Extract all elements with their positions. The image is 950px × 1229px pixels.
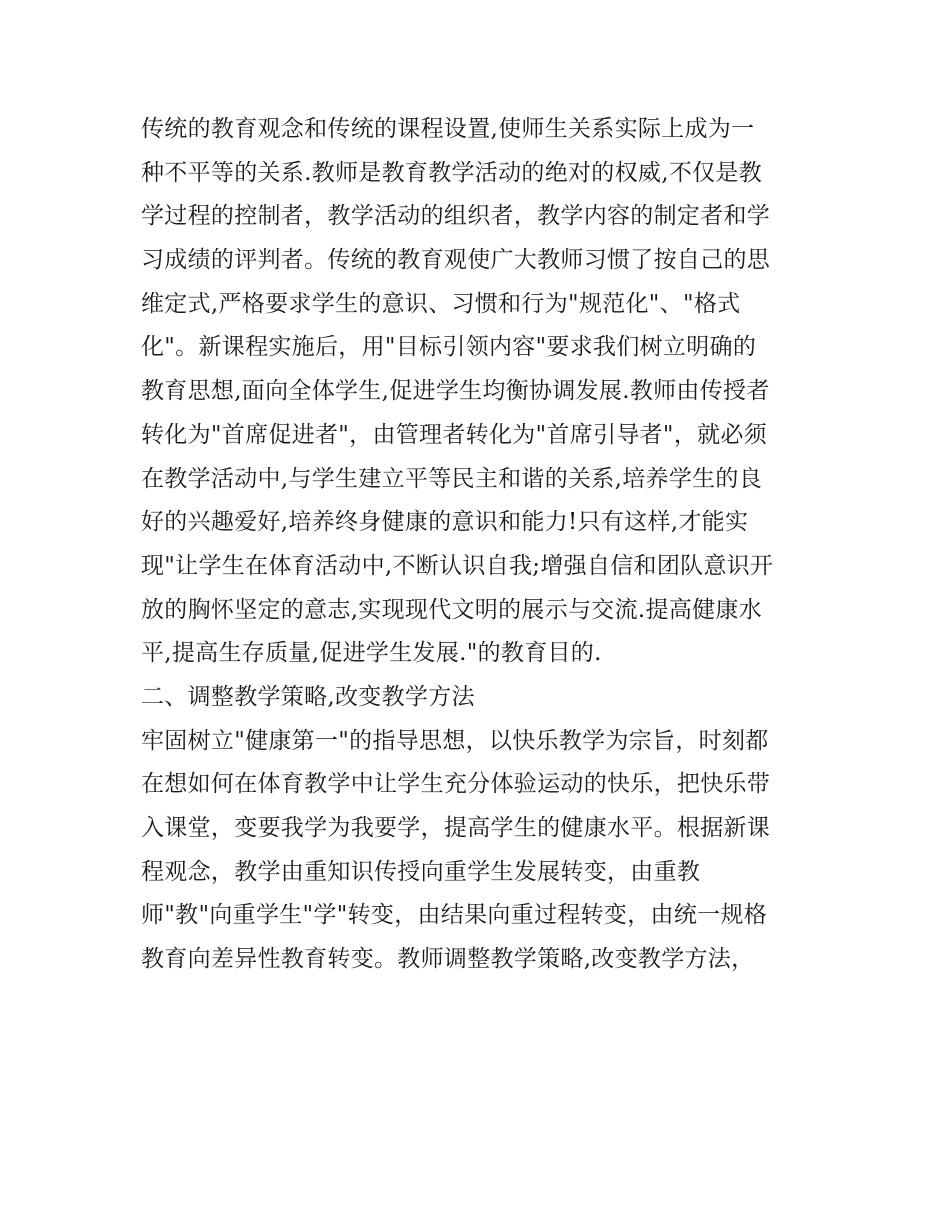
body-text — [141, 108, 821, 982]
text-line: 放的胸怀坚定的意志,实现现代文明的展示与交流.提高健康水 — [141, 596, 763, 623]
text-line: 师"教"向重学生"学"转变，由结果向重过程转变，由统一规格 — [141, 902, 768, 929]
text-line: 学过程的控制者，教学活动的组织者，教学内容的制定者和学 — [141, 203, 771, 230]
text-line: 维定式,严格要求学生的意识、习惯和行为"规范化"、"格式 — [141, 290, 741, 317]
text-line: 在想如何在体育教学中让学生充分体验运动的快乐，把快乐带 — [141, 771, 771, 798]
text-line: 种不平等的关系.教师是教育教学活动的绝对的权威,不仅是教 — [141, 159, 763, 186]
text-line: 牢固树立"健康第一"的指导思想，以快乐教学为宗旨，时刻都 — [141, 727, 769, 754]
text-line: 教育向差异性教育转变。教师调整教学策略,改变教学方法， — [141, 946, 755, 973]
text-line: 传统的教育观念和传统的课程设置,使师生关系实际上成为一 — [141, 116, 755, 142]
text-line: 习成绩的评判者。传统的教育观使广大教师习惯了按自己的思 — [141, 247, 771, 274]
text-line: 现"让学生在体育活动中,不断认识自我;增强自信和团队意识开 — [141, 552, 774, 579]
text-line: 好的兴趣爱好,培养终身健康的意识和能力!只有这样,才能实 — [141, 509, 749, 536]
text-line: 入课堂，变要我学为我要学，提高学生的健康水平。根据新课 — [141, 815, 771, 841]
text-line: 在教学活动中,与学生建立平等民主和谐的关系,培养学生的良 — [141, 465, 763, 492]
section-heading: 二、调整教学策略,改变教学方法 — [141, 683, 475, 710]
text-line: 转化为"首席促进者"，由管理者转化为"首席引导者"，就必须 — [141, 421, 768, 448]
text-line: 化"。新课程实施后，用"目标引领内容"要求我们树立明确的 — [141, 334, 757, 361]
text-line: 教育思想,面向全体学生,促进学生均衡协调发展.教师由传授者 — [141, 378, 770, 405]
text-line: 程观念，教学由重知识传授向重学生发展转变，由重教 — [141, 858, 701, 885]
text-line: 平,提高生存质量,促进学生发展."的教育目的. — [141, 640, 602, 667]
